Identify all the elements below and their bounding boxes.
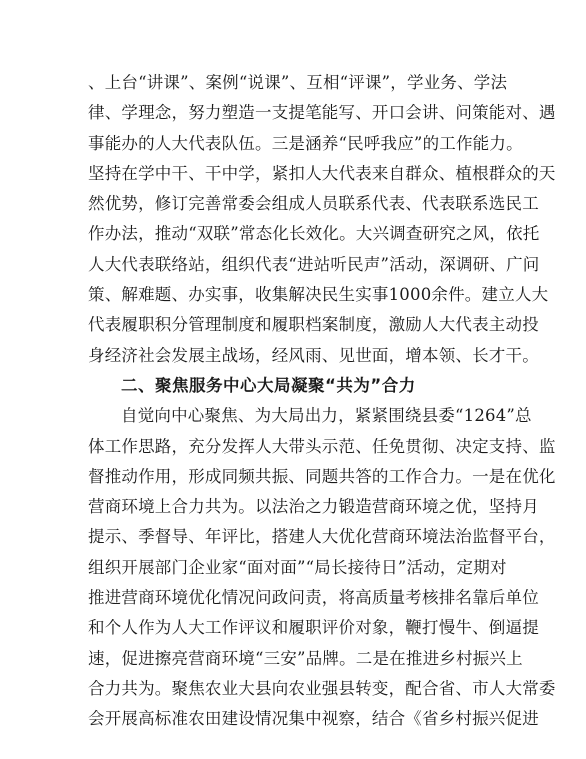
paragraph-line: 人大代表联络站，组织代表“进站听民声”活动，深调研、广问 [88,254,540,274]
paragraph-line: 推进营商环境优化情况问政问责，将高质量考核排名靠后单位 [88,588,539,608]
paragraph-line: 自觉向中心聚焦、为大局出力，紧紧围绕县委“1264”总 [121,406,532,426]
section-heading: 二、聚焦服务中心大局凝聚“共为”合力 [121,375,416,395]
paragraph-line: 合力共为。聚焦农业大县向农业强县转变，配合省、市人大常委 [88,678,556,698]
paragraph-line: 然优势，修订完善常委会组成人员联系代表、代表联系选民工 [88,194,539,214]
paragraph-line: 和个人作为人大工作评议和履职评价对象，鞭打慢牛、倒逼提 [88,618,539,638]
paragraph-line: 身经济社会发展主战场，经风雨、见世面，增本领、长才干。 [88,345,539,365]
paragraph-line: 事能办的人大代表队伍。三是涵养“民呼我应”的工作能力。 [88,133,523,153]
paragraph-line: 速，促进擦亮营商环境“三安”品牌。二是在推进乡村振兴上 [88,648,523,668]
paragraph-line: 、上台“讲课”、案例“说课”、互相“评课”，学业务、学法 [88,73,508,92]
paragraph-line: 组织开展部门企业家“面对面”“局长接待日”活动，定期对 [88,557,507,577]
paragraph-line: 体工作思路，充分发挥人大带头示范、任免贯彻、决定支持、监 [88,436,556,456]
paragraph-line: 坚持在学中干、干中学，紧扣人大代表来自群众、植根群众的天 [88,163,556,183]
paragraph-line: 提示、季督导、年评比，搭建人大优化营商环境法治监督平台， [88,527,556,547]
paragraph-line: 营商环境上合力共为。以法治之力锻造营商环境之优，坚持月 [88,497,539,517]
paragraph-line: 策、解难题、办实事，收集解决民生实事1000余件。建立人大 [88,285,549,305]
paragraph-line: 作办法，推动“双联”常态化长效化。大兴调查研究之风，依托 [88,224,540,244]
paragraph-line: 会开展高标准农田建设情况集中视察，结合《省乡村振兴促进 [88,709,539,729]
body-text [88,68,556,735]
paragraph-line: 代表履职积分管理制度和履职档案制度，激励人大代表主动投 [88,315,539,335]
paragraph-line: 律、学理念，努力塑造一支提笔能写、开口会讲、问策能对、遇 [88,103,556,123]
paragraph-line: 督推动作用，形成同频共振、同题共答的工作合力。一是在优化 [88,466,556,486]
